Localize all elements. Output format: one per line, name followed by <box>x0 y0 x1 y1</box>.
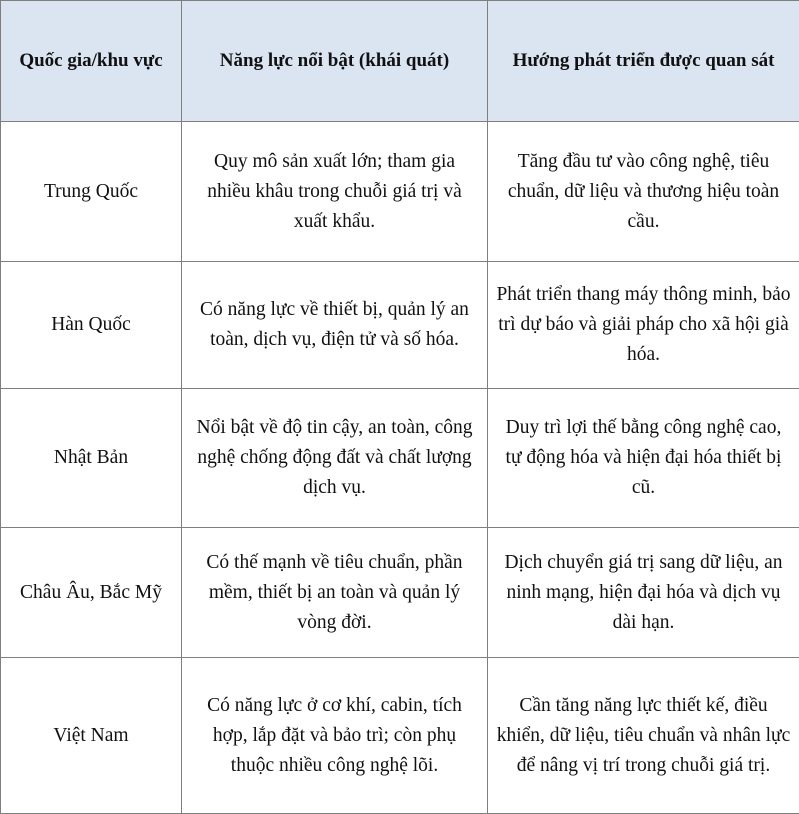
header-country: Quốc gia/khu vực <box>1 1 182 122</box>
table-row <box>1 528 799 658</box>
header-row <box>1 1 799 122</box>
country-cell: Nhật Bản <box>1 389 182 528</box>
strength-cell: Có năng lực về thiết bị, quản lý an toàn, dịch vụ, điện tử và số hóa. <box>182 262 488 389</box>
table-row <box>1 262 799 389</box>
direction-cell: Dịch chuyển giá trị sang dữ liệu, an ninh mạng, hiện đại hóa và dịch vụ dài hạn. <box>488 528 799 658</box>
country-cell: Châu Âu, Bắc Mỹ <box>1 528 182 658</box>
table-row <box>1 658 799 814</box>
table-row <box>1 122 799 262</box>
strength-cell: Có năng lực ở cơ khí, cabin, tích hợp, lắp đặt và bảo trì; còn phụ thuộc nhiều công nghệ lõi. <box>182 658 488 814</box>
direction-cell: Tăng đầu tư vào công nghệ, tiêu chuẩn, dữ liệu và thương hiệu toàn cầu. <box>488 122 799 262</box>
country-cell: Hàn Quốc <box>1 262 182 389</box>
direction-cell: Cần tăng năng lực thiết kế, điều khiển, dữ liệu, tiêu chuẩn và nhân lực để nâng vị trí trong chuỗi giá trị. <box>488 658 799 814</box>
table-row <box>1 389 799 528</box>
direction-cell: Phát triển thang máy thông minh, bảo trì dự báo và giải pháp cho xã hội già hóa. <box>488 262 799 389</box>
strength-cell: Quy mô sản xuất lớn; tham gia nhiều khâu trong chuỗi giá trị và xuất khẩu. <box>182 122 488 262</box>
header-direction: Hướng phát triển được quan sát <box>488 1 799 122</box>
country-cell: Trung Quốc <box>1 122 182 262</box>
header-strength: Năng lực nổi bật (khái quát) <box>182 1 488 122</box>
direction-cell: Duy trì lợi thế bằng công nghệ cao, tự động hóa và hiện đại hóa thiết bị cũ. <box>488 389 799 528</box>
strength-cell: Có thế mạnh về tiêu chuẩn, phần mềm, thiết bị an toàn và quản lý vòng đời. <box>182 528 488 658</box>
strength-cell: Nổi bật về độ tin cậy, an toàn, công nghệ chống động đất và chất lượng dịch vụ. <box>182 389 488 528</box>
country-cell: Việt Nam <box>1 658 182 814</box>
